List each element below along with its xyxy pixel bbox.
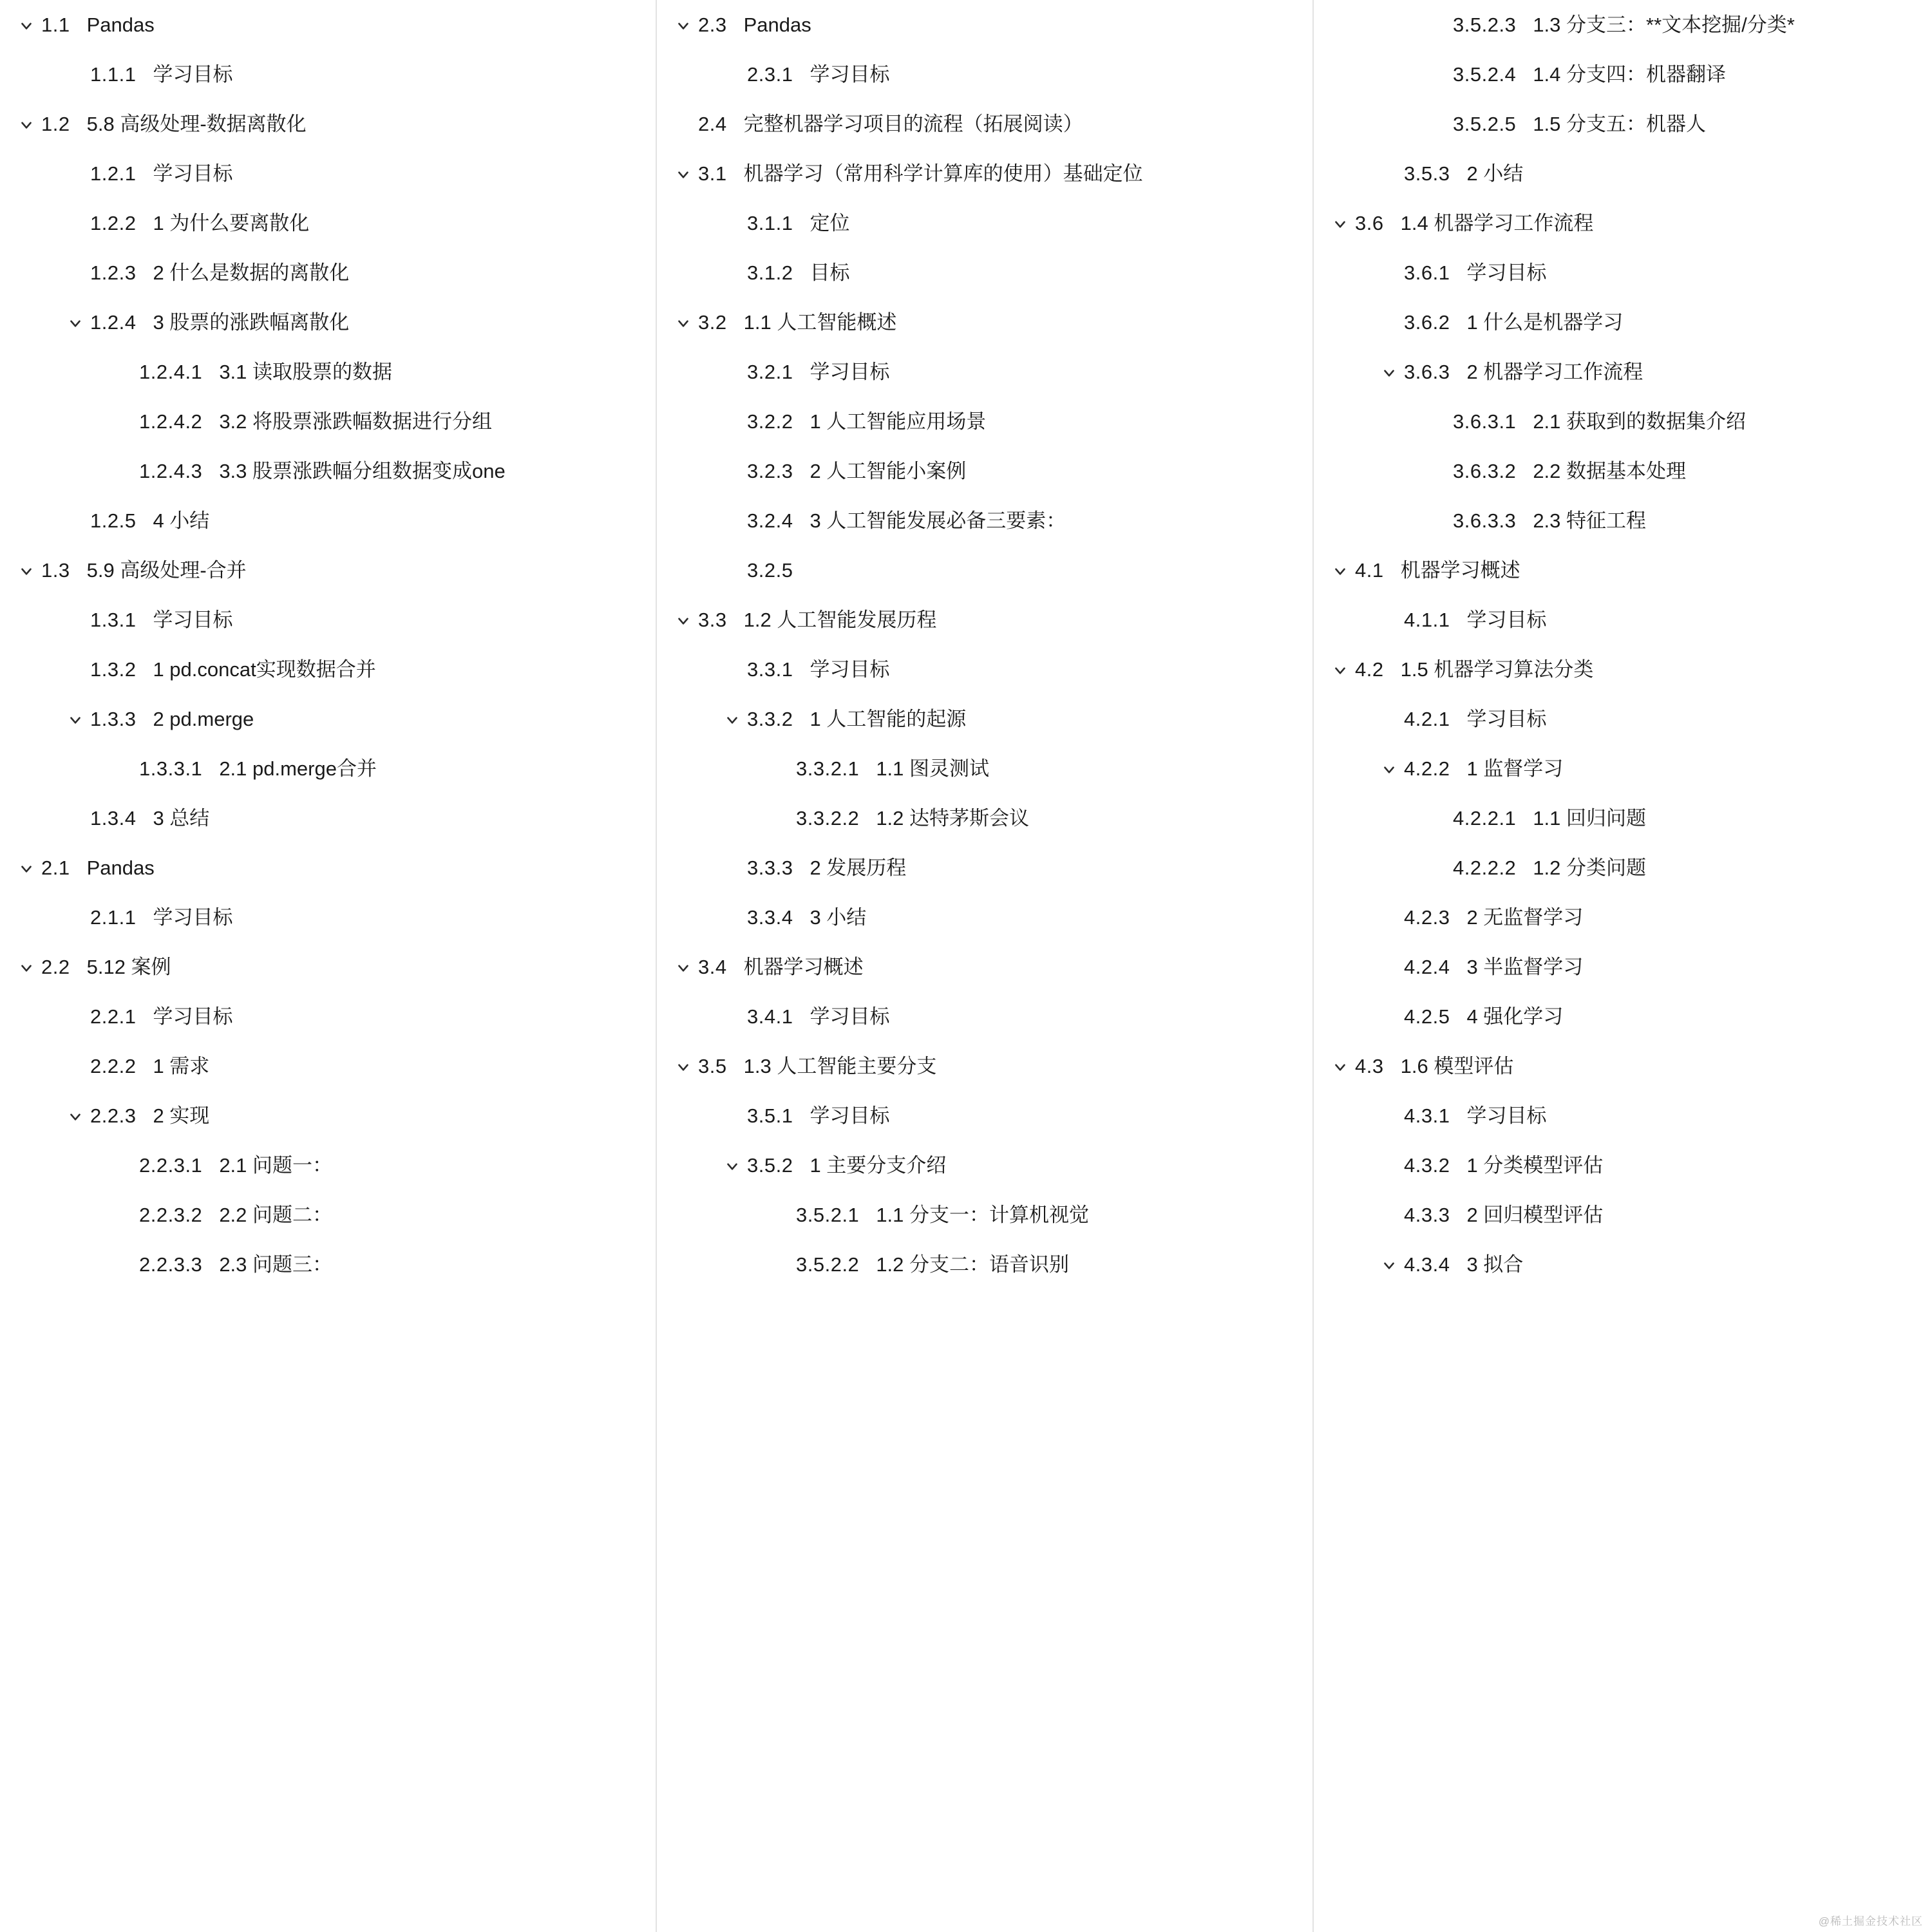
outline-item[interactable] <box>1325 1190 1920 1240</box>
outline-item-number: 2.1 <box>41 857 70 879</box>
outline-item[interactable] <box>668 198 1301 248</box>
outline-item-title: 1.1 人工智能概述 <box>743 311 897 334</box>
outline-item-number: 3.3.3 <box>747 857 793 879</box>
outline-item-title: 1.6 模型评估 <box>1400 1055 1514 1077</box>
outline-item[interactable] <box>12 1091 644 1141</box>
outline-item-title: 2.1 pd.merge合并 <box>219 757 377 780</box>
outline-item-number: 4.2.4 <box>1404 956 1450 978</box>
outline-item-number: 3.2.5 <box>747 559 793 582</box>
outline-item-title: 1.1 图灵测试 <box>876 757 990 780</box>
outline-item[interactable] <box>1325 694 1920 744</box>
outline-item[interactable] <box>12 496 644 545</box>
outline-item[interactable] <box>12 992 644 1041</box>
outline-item-title: 2.2 数据基本处理 <box>1533 460 1687 482</box>
chevron-down-icon[interactable] <box>668 149 698 198</box>
outline-item-title: 1.4 机器学习工作流程 <box>1400 212 1594 234</box>
outline-item[interactable] <box>668 298 1301 347</box>
outline-item-number: 2.2.3.2 <box>139 1204 203 1226</box>
outline-item-title: 1.5 机器学习算法分类 <box>1400 658 1594 681</box>
outline-item-title: 1 人工智能应用场景 <box>810 410 987 433</box>
chevron-down-icon[interactable] <box>61 298 90 347</box>
outline-item-title: 学习目标 <box>1466 609 1547 631</box>
outline-item-title: 机器学习（常用科学计算库的使用）基础定位 <box>743 162 1143 185</box>
outline-item-number: 4.2.5 <box>1404 1005 1450 1028</box>
outline-item-title: 学习目标 <box>153 1005 233 1028</box>
outline-item-title: 3 半监督学习 <box>1466 956 1584 978</box>
outline-item[interactable] <box>12 0 644 50</box>
chevron-down-icon[interactable] <box>61 694 90 744</box>
outline-item[interactable] <box>1325 99 1920 149</box>
outline-item[interactable] <box>1325 992 1920 1041</box>
outline-item-number: 2.2.3 <box>90 1104 137 1127</box>
outline-item[interactable] <box>668 942 1301 992</box>
outline-item-number: 3.5.1 <box>747 1104 793 1127</box>
chevron-down-icon[interactable] <box>668 942 698 992</box>
outline-item-title: 4 小结 <box>153 509 210 532</box>
chevron-down-icon[interactable] <box>668 1041 698 1091</box>
outline-item-title: 1 为什么要离散化 <box>153 212 310 234</box>
outline-item-number: 3.6.3.2 <box>1453 460 1517 482</box>
outline-item-number: 3.5.2.2 <box>796 1253 860 1276</box>
outline-item[interactable] <box>668 793 1301 843</box>
outline-item-number: 1.2 <box>41 113 70 135</box>
outline-item[interactable] <box>1325 595 1920 645</box>
outline-item-title: 学习目标 <box>810 658 890 681</box>
outline-item-number: 4.3.4 <box>1404 1253 1450 1276</box>
outline-item-number: 3.6.3.3 <box>1453 509 1517 532</box>
outline-item-number: 1.2.5 <box>90 509 137 532</box>
outline-item[interactable] <box>668 545 1301 595</box>
outline-item-number: 3.3.1 <box>747 658 793 681</box>
outline-item-number: 3.6.3.1 <box>1453 410 1517 433</box>
outline-item[interactable] <box>1325 298 1920 347</box>
outline-item[interactable] <box>12 744 644 793</box>
outline-item-number: 2.2.2 <box>90 1055 137 1077</box>
outline-item[interactable] <box>1325 446 1920 496</box>
outline-column-1 <box>0 0 656 1932</box>
outline-item-number: 3.1.2 <box>747 261 793 284</box>
outline-item-title: 1.1 分支一：计算机视觉 <box>876 1204 1090 1226</box>
outline-item-title: Pandas <box>86 857 155 879</box>
outline-item-number: 1.2.4.2 <box>139 410 203 433</box>
outline-item[interactable] <box>12 1190 644 1240</box>
outline-item[interactable] <box>668 347 1301 397</box>
outline-item[interactable] <box>12 446 644 496</box>
outline-item-number: 4.2 <box>1355 658 1384 681</box>
outline-item[interactable] <box>12 645 644 694</box>
outline-item-number: 3.5 <box>698 1055 727 1077</box>
outline-item-title: 1.2 达特茅斯会议 <box>876 807 1030 829</box>
outline-item[interactable] <box>668 397 1301 446</box>
outline-item-number: 1.2.3 <box>90 261 137 284</box>
outline-item[interactable] <box>1325 496 1920 545</box>
outline-item-title: 5.12 案例 <box>86 956 171 978</box>
chevron-down-icon[interactable] <box>1374 347 1404 397</box>
chevron-down-icon[interactable] <box>12 0 41 50</box>
outline-item[interactable] <box>668 248 1301 298</box>
outline-item-number: 4.3 <box>1355 1055 1384 1077</box>
outline-item[interactable] <box>668 645 1301 694</box>
outline-item[interactable] <box>12 1141 644 1190</box>
chevron-down-icon[interactable] <box>668 595 698 645</box>
outline-item-title: 学习目标 <box>1466 708 1547 730</box>
outline-item-title: 2.1 获取到的数据集介绍 <box>1533 410 1747 433</box>
outline-item[interactable] <box>12 50 644 99</box>
outline-item-number: 1.2.2 <box>90 212 137 234</box>
outline-item[interactable] <box>668 843 1301 893</box>
outline-item-title: 学习目标 <box>1466 1104 1547 1127</box>
outline-item-number: 1.3.4 <box>90 807 137 829</box>
outline-item[interactable] <box>668 744 1301 793</box>
outline-item-number: 3.1 <box>698 162 727 185</box>
outline-item-title: 5.8 高级处理-数据离散化 <box>86 113 307 135</box>
outline-item-title: 1.1 回归问题 <box>1533 807 1647 829</box>
outline-item-number: 2.2.3.1 <box>139 1154 203 1177</box>
outline-item[interactable] <box>1325 198 1920 248</box>
outline-item[interactable] <box>1325 1091 1920 1141</box>
outline-item[interactable] <box>668 1091 1301 1141</box>
outline-item[interactable] <box>12 793 644 843</box>
outline-item[interactable] <box>668 50 1301 99</box>
outline-item[interactable] <box>668 99 1301 149</box>
outline-item-title: 目标 <box>810 261 850 284</box>
outline-item[interactable] <box>12 893 644 942</box>
outline-item-number: 3.4.1 <box>747 1005 793 1028</box>
outline-item-title: 3 拟合 <box>1466 1253 1524 1276</box>
outline-item-title: 1 分类模型评估 <box>1466 1154 1604 1177</box>
outline-item-title: 学习目标 <box>810 1005 890 1028</box>
outline-item-title: 2.1 问题一： <box>219 1154 333 1177</box>
outline-item-number: 1.3 <box>41 559 70 582</box>
outline-item-number: 1.2.1 <box>90 162 137 185</box>
outline-column-3 <box>1314 0 1932 1932</box>
outline-item-number: 3.3.4 <box>747 906 793 929</box>
outline-item[interactable] <box>12 595 644 645</box>
outline-item-number: 3.2.1 <box>747 361 793 383</box>
outline-item-title: 1 主要分支介绍 <box>810 1154 947 1177</box>
outline-item-number: 2.3 <box>698 14 727 36</box>
outline-item-title: 5.9 高级处理-合并 <box>86 559 247 582</box>
outline-item-number: 3.6 <box>1355 212 1384 234</box>
outline-item-title: 1 什么是机器学习 <box>1466 311 1624 334</box>
outline-item-title: 学习目标 <box>810 361 890 383</box>
outline-item-number: 4.2.3 <box>1404 906 1450 929</box>
outline-item[interactable] <box>668 149 1301 198</box>
outline-item-title: 2 实现 <box>153 1104 210 1127</box>
outline-item-title: 3 人工智能发展必备三要素： <box>810 509 1066 532</box>
outline-item-title: 机器学习概述 <box>1400 559 1520 582</box>
outline-item-number: 3.3 <box>698 609 727 631</box>
outline-item-title: 学习目标 <box>1466 261 1547 284</box>
outline-item[interactable] <box>668 992 1301 1041</box>
outline-item[interactable] <box>12 1041 644 1091</box>
chevron-down-icon[interactable] <box>12 545 41 595</box>
outline-item[interactable] <box>12 347 644 397</box>
outline-item-number: 4.2.1 <box>1404 708 1450 730</box>
outline-item[interactable] <box>668 446 1301 496</box>
outline-item-number: 3.3.2.2 <box>796 807 860 829</box>
watermark: @稀土掘金技术社区 <box>1818 1915 1923 1927</box>
outline-item-title: 1.2 人工智能发展历程 <box>743 609 937 631</box>
outline-item-title: Pandas <box>743 14 811 36</box>
outline-item-number: 3.2.2 <box>747 410 793 433</box>
outline-item-number: 3.2.4 <box>747 509 793 532</box>
outline-item[interactable] <box>12 843 644 893</box>
outline-item[interactable] <box>1325 893 1920 942</box>
outline-item-title: 学习目标 <box>153 162 233 185</box>
outline-item[interactable] <box>12 545 644 595</box>
outline-item-number: 2.2.1 <box>90 1005 137 1028</box>
outline-item-number: 1.3.3.1 <box>139 757 203 780</box>
outline-item[interactable] <box>668 0 1301 50</box>
outline-item-number: 4.3.2 <box>1404 1154 1450 1177</box>
outline-item-number: 3.6.2 <box>1404 311 1450 334</box>
outline-item[interactable] <box>12 99 644 149</box>
chevron-down-icon[interactable] <box>12 843 41 893</box>
chevron-down-icon[interactable] <box>668 0 698 50</box>
outline-item-number: 3.3.2.1 <box>796 757 860 780</box>
outline-item-title: 学习目标 <box>810 1104 890 1127</box>
outline-item[interactable] <box>1325 347 1920 397</box>
chevron-down-icon[interactable] <box>717 1141 747 1190</box>
outline-column-2 <box>656 0 1314 1932</box>
outline-item[interactable] <box>1325 645 1920 694</box>
outline-item[interactable] <box>1325 149 1920 198</box>
chevron-down-icon[interactable] <box>717 694 747 744</box>
outline-item-number: 1.3.2 <box>90 658 137 681</box>
outline-item-title: 3 总结 <box>153 807 210 829</box>
outline-item[interactable] <box>12 198 644 248</box>
outline-item-title: 机器学习概述 <box>743 956 864 978</box>
outline-item-number: 2.4 <box>698 113 727 135</box>
outline-item-number: 1.1 <box>41 14 70 36</box>
outline-item-title: 2.3 特征工程 <box>1533 509 1647 532</box>
outline-item-title: 学习目标 <box>153 906 233 929</box>
outline-item-number: 1.3.3 <box>90 708 137 730</box>
outline-item-title: 3.2 将股票涨跌幅数据进行分组 <box>219 410 493 433</box>
outline-item-number: 4.2.2 <box>1404 757 1450 780</box>
outline-item-title: 完整机器学习项目的流程（拓展阅读） <box>743 113 1083 135</box>
outline-item[interactable] <box>12 1240 644 1289</box>
outline-item-title: 3 股票的涨跌幅离散化 <box>153 311 350 334</box>
outline-item-title: 2 发展历程 <box>810 857 907 879</box>
outline-item[interactable] <box>12 298 644 347</box>
outline-item-title: 4 强化学习 <box>1466 1005 1564 1028</box>
outline-item-title: 1.4 分支四：机器翻译 <box>1533 63 1727 86</box>
outline-item[interactable] <box>668 893 1301 942</box>
outline-item[interactable] <box>1325 248 1920 298</box>
chevron-down-icon[interactable] <box>668 298 698 347</box>
outline-item[interactable] <box>1325 1240 1920 1289</box>
outline-item[interactable] <box>1325 1041 1920 1091</box>
outline-item-number: 4.2.2.2 <box>1453 857 1517 879</box>
outline-item[interactable] <box>12 149 644 198</box>
outline-item-number: 3.5.2 <box>747 1154 793 1177</box>
outline-item-number: 3.6.3 <box>1404 361 1450 383</box>
outline-item-title: 1 pd.concat实现数据合并 <box>153 658 376 681</box>
outline-item-title: 3 小结 <box>810 906 867 929</box>
outline-item-number: 3.5.3 <box>1404 162 1450 185</box>
outline-item-title: 1.5 分支五：机器人 <box>1533 113 1707 135</box>
outline-item-number: 2.2 <box>41 956 70 978</box>
outline-item-number: 2.3.1 <box>747 63 793 86</box>
outline-item[interactable] <box>1325 942 1920 992</box>
outline-item-title: 2 回归模型评估 <box>1466 1204 1604 1226</box>
outline-item[interactable] <box>668 595 1301 645</box>
outline-item[interactable] <box>1325 397 1920 446</box>
outline-item-number: 2.1.1 <box>90 906 137 929</box>
outline-item-title: 2 无监督学习 <box>1466 906 1584 929</box>
outline-item[interactable] <box>1325 50 1920 99</box>
outline-item-title: 学习目标 <box>153 63 233 86</box>
chevron-down-icon[interactable] <box>1325 1041 1355 1091</box>
outline-item[interactable] <box>12 248 644 298</box>
outline-item-title: 2.3 问题三： <box>219 1253 333 1276</box>
outline-item[interactable] <box>668 496 1301 545</box>
chevron-down-icon[interactable] <box>1325 198 1355 248</box>
outline-item-number: 3.5.2.1 <box>796 1204 860 1226</box>
outline-item[interactable] <box>12 397 644 446</box>
outline-item-number: 2.2.3.3 <box>139 1253 203 1276</box>
chevron-down-icon[interactable] <box>12 942 41 992</box>
outline-item-number: 3.2 <box>698 311 727 334</box>
outline-item-title: 1 监督学习 <box>1466 757 1564 780</box>
chevron-down-icon[interactable] <box>1325 545 1355 595</box>
chevron-down-icon[interactable] <box>1325 645 1355 694</box>
outline-item-title: 3.3 股票涨跌幅分组数据变成one <box>219 460 506 482</box>
outline-item-title: 1 需求 <box>153 1055 210 1077</box>
outline-item-title: 2 人工智能小案例 <box>810 460 967 482</box>
outline-item[interactable] <box>1325 843 1920 893</box>
outline-item-number: 3.4 <box>698 956 727 978</box>
outline-item[interactable] <box>668 1141 1301 1190</box>
chevron-down-icon[interactable] <box>1374 744 1404 793</box>
outline-item-title: 1.3 分支三：**文本挖掘/分类* <box>1533 14 1795 36</box>
outline-item-number: 3.6.1 <box>1404 261 1450 284</box>
outline-item-title: 3.1 读取股票的数据 <box>219 361 393 383</box>
outline-item-title: 1 人工智能的起源 <box>810 708 967 730</box>
outline-item[interactable] <box>1325 793 1920 843</box>
outline-item-number: 1.3.1 <box>90 609 137 631</box>
outline-item-number: 3.5.2.4 <box>1453 63 1517 86</box>
outline-item-number: 3.5.2.5 <box>1453 113 1517 135</box>
outline-item-title: 学习目标 <box>810 63 890 86</box>
outline-item[interactable] <box>1325 545 1920 595</box>
outline-item-number: 1.2.4.3 <box>139 460 203 482</box>
outline-item-number: 4.1 <box>1355 559 1384 582</box>
chevron-down-icon[interactable] <box>1374 1240 1404 1289</box>
outline-item-title: 学习目标 <box>153 609 233 631</box>
outline-item-number: 1.2.4 <box>90 311 137 334</box>
outline-item[interactable] <box>668 1041 1301 1091</box>
outline-item-title: Pandas <box>86 14 155 36</box>
outline-item-title: 1.3 人工智能主要分支 <box>743 1055 937 1077</box>
outline-item[interactable] <box>12 694 644 744</box>
outline-item-number: 4.3.3 <box>1404 1204 1450 1226</box>
outline-item-title: 2 机器学习工作流程 <box>1466 361 1643 383</box>
outline-item-number: 1.1.1 <box>90 63 137 86</box>
outline-item-number: 4.1.1 <box>1404 609 1450 631</box>
outline-item-title: 2 pd.merge <box>153 708 254 730</box>
outline-item-title: 1.2 分支二：语音识别 <box>876 1253 1070 1276</box>
outline-item-title: 定位 <box>810 212 850 234</box>
outline-item-number: 1.2.4.1 <box>139 361 203 383</box>
outline-item-number: 4.2.2.1 <box>1453 807 1517 829</box>
outline-item[interactable] <box>1325 0 1920 50</box>
outline-item[interactable] <box>12 942 644 992</box>
outline-item-title: 2 什么是数据的离散化 <box>153 261 350 284</box>
outline-item-title: 2.2 问题二： <box>219 1204 333 1226</box>
outline-item-number: 3.3.2 <box>747 708 793 730</box>
outline-item[interactable] <box>668 1190 1301 1240</box>
outline-item[interactable] <box>1325 1141 1920 1190</box>
outline-item[interactable] <box>668 694 1301 744</box>
outline-item-number: 3.2.3 <box>747 460 793 482</box>
chevron-down-icon[interactable] <box>12 99 41 149</box>
outline-item-number: 4.3.1 <box>1404 1104 1450 1127</box>
outline-item-number: 3.1.1 <box>747 212 793 234</box>
outline-item[interactable] <box>1325 744 1920 793</box>
outline-item-title: 1.2 分类问题 <box>1533 857 1647 879</box>
chevron-down-icon[interactable] <box>61 1091 90 1141</box>
outline-item[interactable] <box>668 1240 1301 1289</box>
outline-item-number: 3.5.2.3 <box>1453 14 1517 36</box>
outline-item-title: 2 小结 <box>1466 162 1524 185</box>
